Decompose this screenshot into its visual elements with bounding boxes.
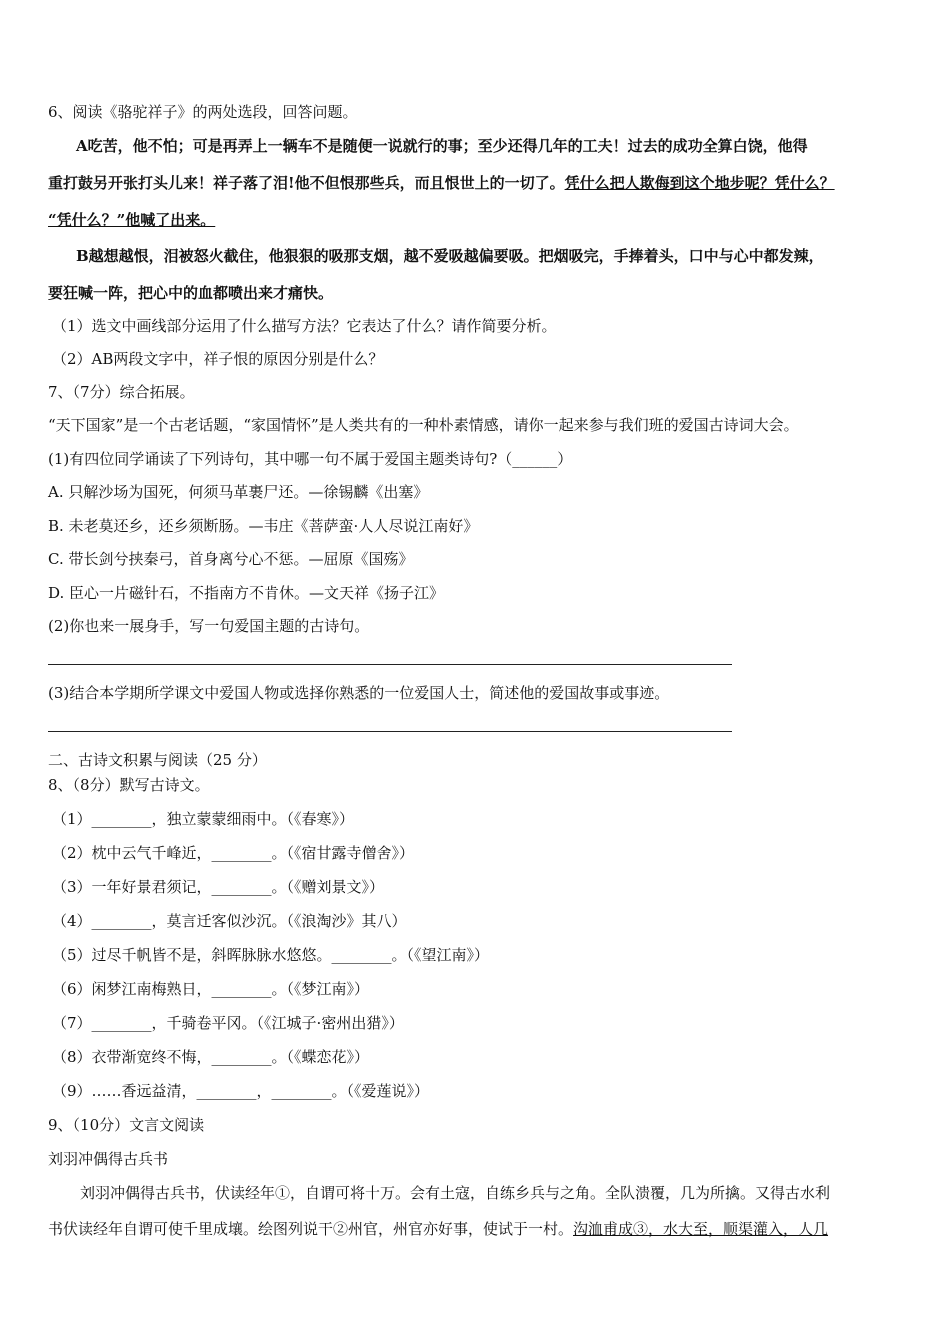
q8-item-3: （3）一年好景君须记，________。（《赠刘景文》） (52, 878, 385, 896)
answer-line (48, 731, 732, 732)
q8-item-9: （9）……香远益清，________，________。（《爱莲说》） (52, 1082, 430, 1100)
q7-sub2: (2)你也来一展身手，写一句爱国主题的古诗句。 (48, 617, 370, 635)
q7-option-c: C. 带长剑兮挟秦弓，首身离兮心不惩。—屈原《国殇》 (48, 550, 414, 568)
q6-passage-b-line2: 要狂喊一阵，把心中的血都喷出来才痛快。 (48, 284, 334, 302)
q8-item-6: （6）闲梦江南梅熟日，________。（《梦江南》） (52, 980, 370, 998)
q8-item-8: （8）衣带渐宽终不悔，________。（《蝶恋花》） (52, 1048, 370, 1066)
q7-option-b: B. 未老莫还乡，还乡须断肠。—韦庄《菩萨蛮·人人尽说江南好》 (48, 517, 479, 535)
answer-line (48, 664, 732, 665)
q8-item-5: （5）过尽千帆皆不是，斜晖脉脉水悠悠。________。（《望江南》） (52, 946, 490, 964)
q7-option-d: D. 臣心一片磁针石，不指南方不肯休。—文天祥《扬子江》 (48, 584, 445, 602)
q6-underlined-text: 凭什么把人欺侮到这个地步呢？凭什么？ (564, 174, 835, 192)
q7-option-a: A. 只解沙场为国死，何须马革裹尸还。—徐锡麟《出塞》 (48, 483, 429, 501)
q8-item-1: （1）________，独立蒙蒙细雨中。（《春寒》） (52, 810, 355, 828)
q6-passage-a-line1: A吃苦，他不怕；可是再弄上一辆车不是随便一说就行的事；至少还得几年的工夫！过去的成功全算白饶，他得 (76, 137, 808, 155)
q8-item-2: （2）枕中云气千峰近，________。（《宿甘露寺僧舍》） (52, 844, 415, 862)
q6-passage-a-text: 重打鼓另开张打头儿来！祥子落了泪!他不但恨那些兵，而且恨世上的一切了。 (48, 174, 565, 192)
q8-item-4: （4）________，莫言迁客似沙沉。（《浪淘沙》其八） (52, 912, 407, 930)
q6-heading: 6、阅读《骆驼祥子》的两处选段，回答问题。 (48, 103, 358, 121)
q7-intro: “天下国家”是一个古老话题，“家国情怀”是人类共有的一种朴素情感，请你一起来参与我们班的爱国古诗词大会。 (48, 416, 799, 434)
q9-underlined-text: 沟洫甫成③，水大至，顺渠灌入，人几 (573, 1220, 829, 1238)
q6-passage-a-line2 (48, 173, 835, 193)
q6-passage-b-line1: B越想越恨，泪被怒火截住，他狠狠的吸那支烟，越不爱吸越偏要吸。把烟吸完，手捧着头，口中与心中都发辣， (76, 247, 824, 265)
q8-heading: 8、（8分）默写古诗文。 (48, 776, 210, 794)
q9-passage-title: 刘羽冲偶得古兵书 (48, 1150, 169, 1168)
q9-passage-text: 书伏读经年自谓可使千里成壤。绘图列说干②州官，州官亦好事，使试于一村。 (48, 1220, 574, 1238)
q6-sub2: （2）AB两段文字中，祥子恨的原因分别是什么？ (52, 350, 384, 368)
q6-underlined-text-cont: “凭什么？”他喊了出来。 (48, 211, 216, 229)
q9-passage-line1: 刘羽冲偶得古兵书，伏读经年①，自谓可将十万。会有土寇，自练乡兵与之角。全队溃覆，几为所擒。又得古水利 (80, 1184, 831, 1202)
q7-sub3: (3)结合本学期所学课文中爱国人物或选择你熟悉的一位爱国人士，简述他的爱国故事或事迹。 (48, 684, 670, 702)
q6-sub1: （1）选文中画线部分运用了什么描写方法？它表达了什么？请作简要分析。 (52, 317, 557, 335)
q9-heading: 9、（10分）文言文阅读 (48, 1116, 205, 1134)
q8-item-7: （7）________，千骑卷平冈。（《江城子·密州出猎》） (52, 1014, 404, 1032)
q7-sub1: (1)有四位同学诵读了下列诗句，其中哪一句不属于爱国主题类诗句?（______） (48, 450, 573, 468)
q9-passage-line2 (48, 1219, 828, 1239)
q7-heading: 7、（7分）综合拓展。 (48, 383, 195, 401)
section-2-heading: 二、古诗文积累与阅读（25 分） (48, 751, 267, 769)
